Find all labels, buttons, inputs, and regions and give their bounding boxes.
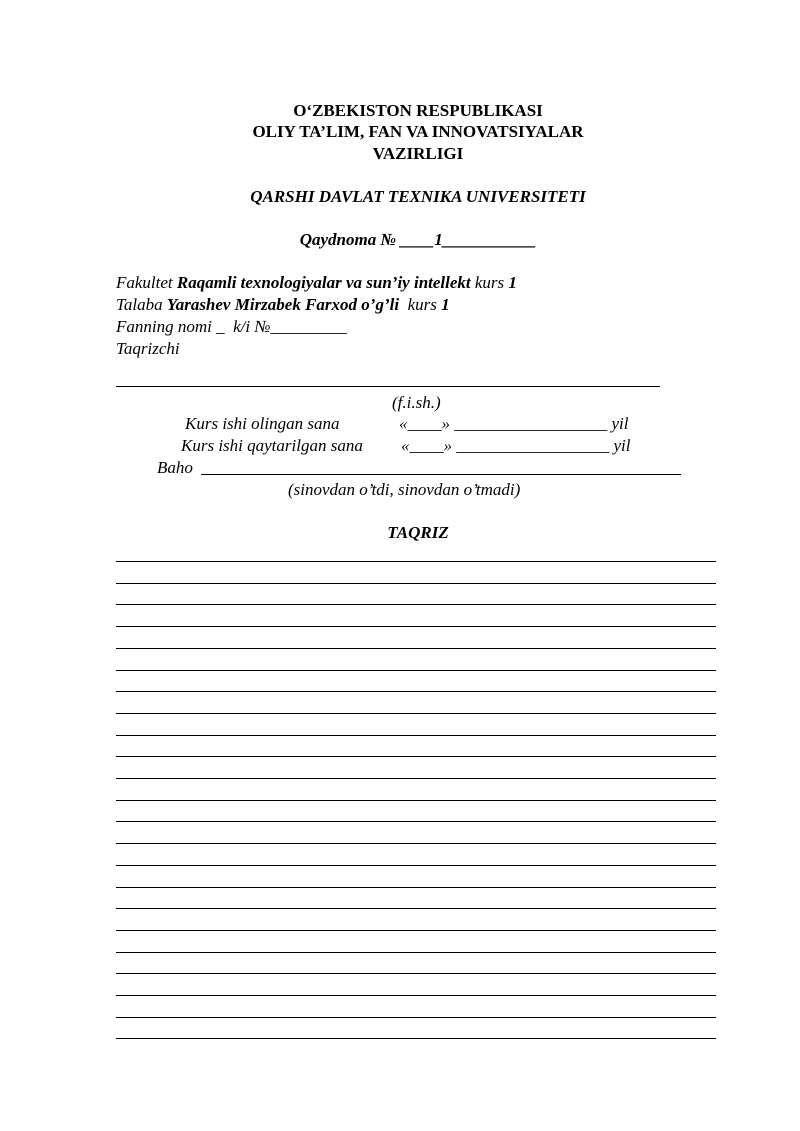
review-line [116, 930, 716, 931]
student-label: Talaba [116, 295, 167, 314]
review-line [116, 973, 716, 974]
review-line [116, 713, 716, 714]
subject-row: Fanning nomi _ k/i №_________ [116, 317, 347, 336]
student-row [116, 295, 450, 315]
returned-date-value: «____» __________________ yil [401, 436, 631, 455]
review-line [116, 821, 716, 822]
faculty-value: Raqamli texnologiyalar va sun’iy intellekt [176, 273, 471, 292]
returned-date-label: Kurs ishi qaytarilgan sana [181, 436, 363, 455]
review-title: TAQRIZ [387, 523, 449, 542]
student-course-label: kurs [403, 295, 442, 314]
review-line [116, 756, 716, 757]
review-line [116, 561, 716, 562]
university-name: QARSHI DAVLAT TEXNIKA UNIVERSITETI [250, 187, 586, 206]
review-line [116, 1017, 716, 1018]
grade-caption: (sinovdan o’tdi, sinovdan o’tmadi) [288, 480, 521, 499]
review-line [116, 735, 716, 736]
review-line [116, 626, 716, 627]
reviewer-row: Taqrizchi [116, 339, 180, 358]
review-line [116, 1038, 716, 1039]
review-line [116, 865, 716, 866]
review-line [116, 778, 716, 779]
fish-caption: (f.i.sh.) [392, 393, 441, 412]
review-line [116, 908, 716, 909]
review-line [116, 952, 716, 953]
header-line-1: O‘ZBEKISTON RESPUBLIKASI [293, 101, 543, 120]
review-line [116, 583, 716, 584]
student-course-value: 1 [441, 295, 450, 314]
review-line [116, 604, 716, 605]
header-line-2: OLIY TA’LIM, FAN VA INNOVATSIYALAR [252, 122, 584, 141]
grade-line [201, 474, 681, 475]
review-line [116, 843, 716, 844]
review-line [116, 648, 716, 649]
review-line [116, 691, 716, 692]
document-title: Qaydnoma № ____1___________ [299, 230, 537, 249]
received-date-value: «____» __________________ yil [399, 414, 629, 433]
faculty-course-value: 1 [508, 273, 517, 292]
review-line [116, 670, 716, 671]
review-line [116, 995, 716, 996]
faculty-row [116, 273, 517, 293]
review-line [116, 800, 716, 801]
grade-label: Baho [157, 458, 193, 477]
review-line [116, 887, 716, 888]
student-value: Yarashev Mirzabek Farxod o’g’li [166, 295, 404, 314]
received-date-label: Kurs ishi olingan sana [185, 414, 340, 433]
faculty-course-label: kurs [470, 273, 509, 292]
header-line-3: VAZIRLIGI [372, 144, 464, 163]
faculty-label: Fakultet [116, 273, 177, 292]
reviewer-name-line [116, 386, 660, 387]
